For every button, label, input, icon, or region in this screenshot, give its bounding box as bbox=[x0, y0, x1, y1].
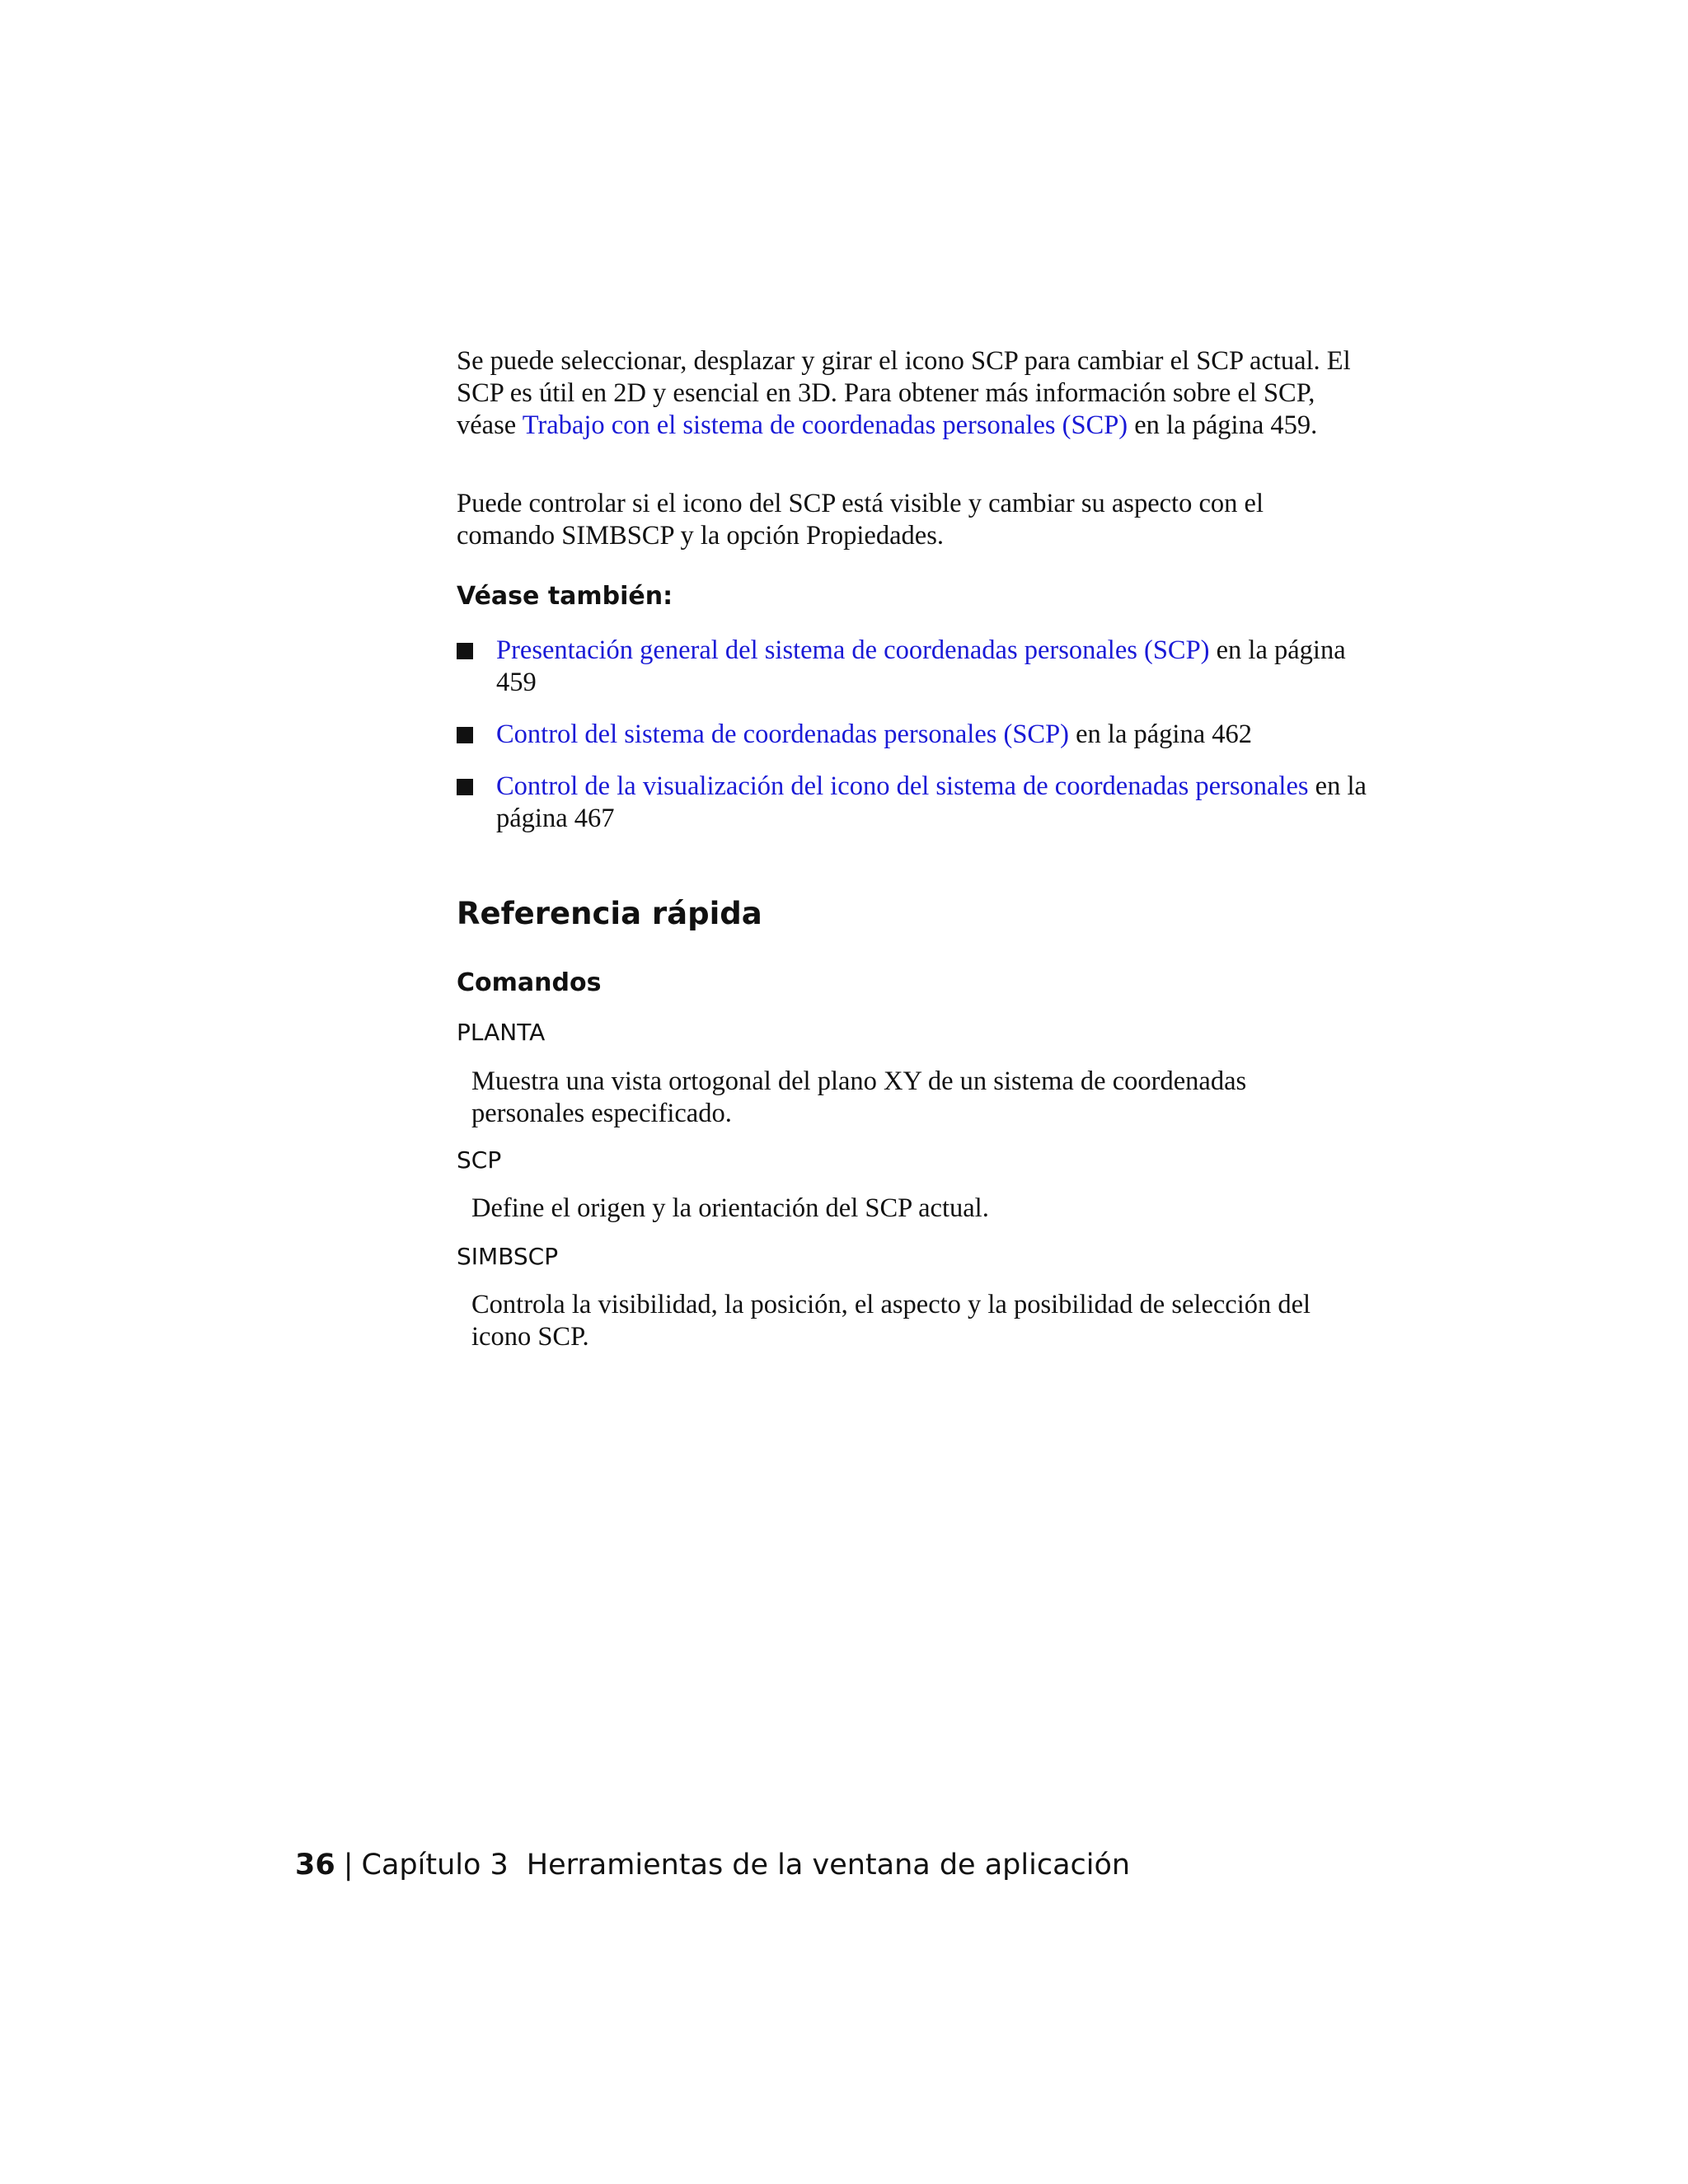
intro-paragraph bbox=[457, 345, 1363, 442]
see-also-list bbox=[457, 635, 1372, 855]
link-presentacion-scp[interactable]: Presentación general del sistema de coordenadas personales (SCP) bbox=[496, 635, 1210, 665]
link-page-ref: en la página 462 bbox=[1069, 719, 1253, 749]
quick-reference-heading: Referencia rápida bbox=[457, 896, 762, 931]
link-page-ref: en la página 467 bbox=[496, 771, 1367, 833]
list-item bbox=[457, 635, 1372, 699]
intro-text-after-link: en la página 459. bbox=[1128, 410, 1318, 440]
list-item bbox=[457, 719, 1372, 751]
see-also-heading: Véase también: bbox=[457, 582, 673, 611]
square-bullet-icon bbox=[457, 727, 473, 743]
link-control-icono-scp[interactable]: Control de la visualización del icono del sistema de coordenadas personales bbox=[496, 771, 1309, 801]
link-control-scp[interactable]: Control del sistema de coordenadas personales (SCP) bbox=[496, 719, 1069, 749]
command-name-scp: SCP bbox=[457, 1146, 502, 1174]
commands-heading: Comandos bbox=[457, 968, 602, 997]
command-description-simbscp: Controla la visibilidad, la posición, el aspecto y la posibilidad de selección del icono SCP. bbox=[471, 1290, 1311, 1352]
command-name-simbscp: SIMBSCP bbox=[457, 1243, 559, 1270]
chapter-label: Capítulo 3 bbox=[361, 1849, 509, 1882]
command-name-planta: PLANTA bbox=[457, 1019, 546, 1046]
visibility-paragraph: Puede controlar si el icono del SCP está visible y cambiar su aspecto con el comando SIMBSCP y la opción Propiedades. bbox=[457, 489, 1264, 551]
link-trabajo-scp[interactable]: Trabajo con el sistema de coordenadas personales (SCP) bbox=[522, 410, 1128, 440]
list-item bbox=[457, 771, 1372, 835]
square-bullet-icon bbox=[457, 643, 473, 659]
page-number: 36 bbox=[295, 1849, 335, 1882]
intro-text-before-link: Se puede seleccionar, desplazar y girar el icono SCP para cambiar el SCP actual. El SCP es útil en 2D y esencial en 3D. Para obtener más información sobre el SCP, véase bbox=[457, 346, 1351, 440]
footer-separator: | bbox=[343, 1849, 354, 1882]
command-description-scp: Define el origen y la orientación del SCP actual. bbox=[471, 1193, 989, 1223]
page-footer bbox=[295, 1847, 1130, 1883]
chapter-title: Herramientas de la ventana de aplicación bbox=[526, 1849, 1131, 1882]
square-bullet-icon bbox=[457, 779, 473, 795]
command-description-planta: Muestra una vista ortogonal del plano XY de un sistema de coordenadas personales especificado. bbox=[471, 1066, 1247, 1128]
link-page-ref: en la página 459 bbox=[496, 635, 1346, 697]
